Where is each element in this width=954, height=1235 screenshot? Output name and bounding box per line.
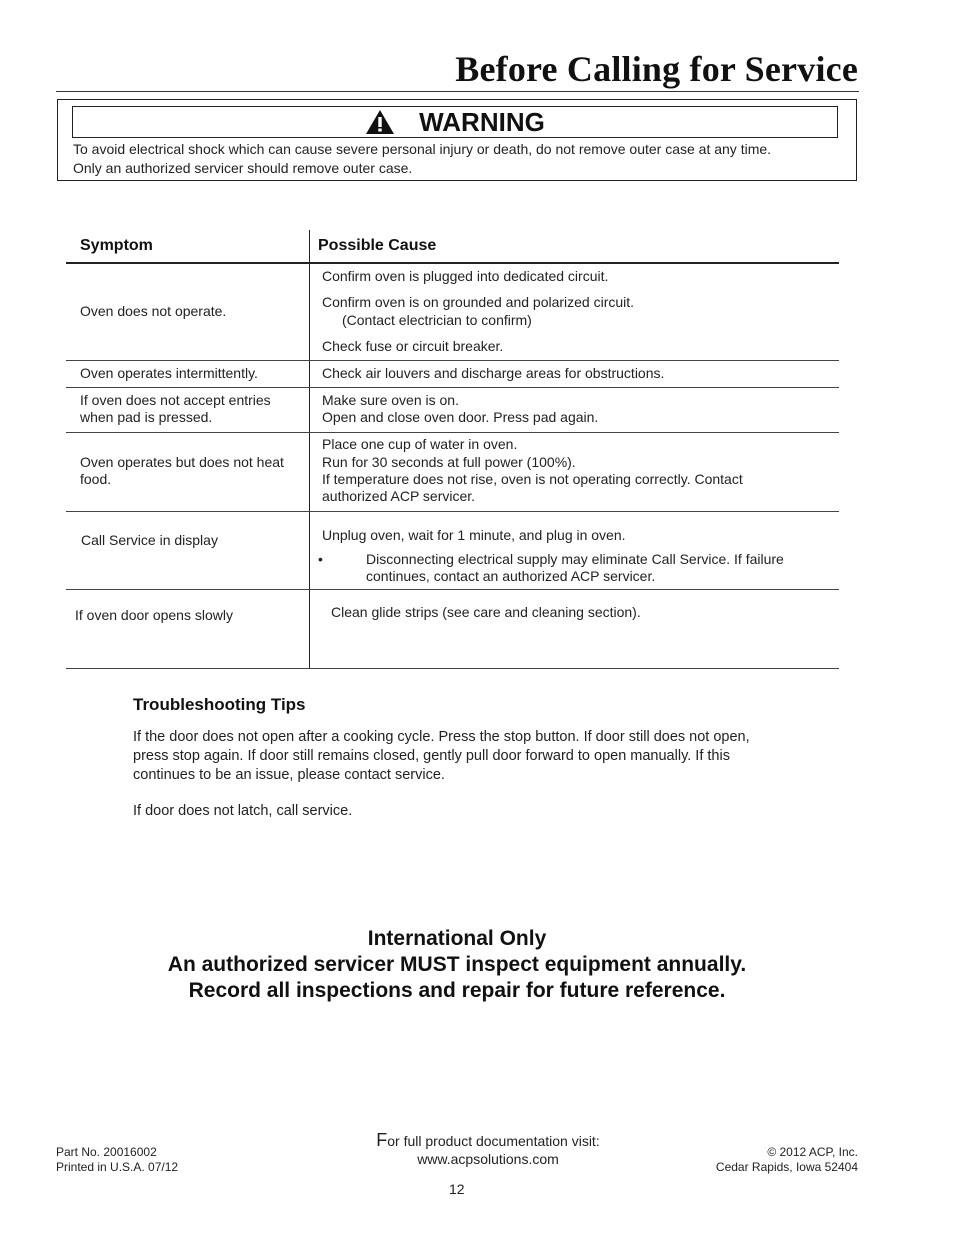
international-notice: An authorized servicer MUST inspect equipment annually. [167, 953, 747, 976]
company-address: Cedar Rapids, Iowa 52404 [715, 1160, 858, 1174]
tips-line: If the door does not open after a cooking cycle. Press the stop button. If door still does not open, [133, 729, 750, 745]
international-notice: Record all inspections and repair for future reference. [188, 979, 726, 1002]
warning-line: To avoid electrical shock which can cause severe personal injury or death, do not remove outer case at any time. [73, 141, 772, 157]
printed-date: Printed in U.S.A. 07/12 [56, 1160, 179, 1174]
row-rule [66, 511, 839, 512]
symptom-cell: food. [80, 471, 112, 487]
symptom-cell: Oven operates intermittently. [80, 365, 258, 381]
tips-line: press stop again. If door still remains closed, gently pull door forward to open manually. If this [133, 748, 730, 764]
cause-line: authorized ACP servicer. [322, 488, 476, 504]
bullet-line: continues, contact an authorized ACP servicer. [366, 568, 656, 584]
copyright: © 2012 ACP, Inc. [767, 1145, 858, 1159]
header-rule [66, 262, 839, 264]
bullet-icon: • [318, 551, 323, 567]
cause-line: If temperature does not rise, oven is not operating correctly. Contact [322, 471, 743, 487]
doc-text: or full product documentation visit: [387, 1133, 600, 1149]
row-rule [66, 589, 839, 590]
header-symptom: Symptom [80, 237, 153, 254]
footer-doc-link [346, 1131, 630, 1168]
warning-triangle-icon [365, 109, 395, 135]
cause-line: Unplug oven, wait for 1 minute, and plug in oven. [322, 527, 626, 543]
symptom-cell: If oven door opens slowly [75, 607, 233, 623]
cause-line: Open and close oven door. Press pad again. [322, 409, 599, 425]
tips-paragraph: If door does not latch, call service. [133, 803, 353, 819]
warning-title: WARNING [419, 106, 545, 137]
cause-line: Make sure oven is on. [322, 392, 459, 408]
symptom-cell: when pad is pressed. [80, 409, 213, 425]
row-rule [66, 432, 839, 433]
symptom-cell: Oven does not operate. [80, 303, 227, 319]
row-rule [66, 360, 839, 361]
symptom-cell: If oven does not accept entries [80, 392, 271, 408]
cause-line: Check air louvers and discharge areas for obstructions. [322, 365, 665, 381]
tips-line: continues to be an issue, please contact service. [133, 767, 445, 783]
row-rule [66, 387, 839, 388]
cause-line: Confirm oven is on grounded and polarized circuit. [322, 294, 635, 310]
cause-line: Clean glide strips (see care and cleaning section). [331, 604, 641, 620]
cause-line: Confirm oven is plugged into dedicated circuit. [322, 268, 609, 284]
symptom-cell: Oven operates but does not heat [80, 454, 284, 470]
footer-company-info [716, 1145, 858, 1175]
title-divider [56, 91, 859, 92]
cause-line: Check fuse or circuit breaker. [322, 338, 504, 354]
part-number: Part No. 20016002 [56, 1145, 157, 1159]
page-title: Before Calling for Service [455, 49, 858, 89]
cause-line: (Contact electrician to confirm) [342, 312, 532, 328]
table-bottom-rule [66, 668, 839, 669]
page-number: 12 [449, 1181, 465, 1197]
bullet-line: Disconnecting electrical supply may eliminate Call Service. If failure [366, 551, 784, 567]
tips-paragraph [133, 728, 750, 785]
warning-line: Only an authorized servicer should remove outer case. [73, 160, 413, 176]
international-heading: International Only [367, 927, 547, 950]
cause-line: Place one cup of water in oven. [322, 436, 518, 452]
symptom-cell: Call Service in display [81, 532, 218, 548]
column-divider [309, 230, 310, 669]
warning-text [73, 140, 771, 178]
warning-box [57, 99, 857, 181]
cause-line: Run for 30 seconds at full power (100%). [322, 454, 576, 470]
header-possible-cause: Possible Cause [318, 237, 437, 254]
website-link[interactable]: www.acpsolutions.com [417, 1151, 559, 1167]
doc-initial: F [376, 1130, 388, 1150]
warning-banner [72, 106, 838, 138]
tips-title: Troubleshooting Tips [133, 695, 306, 714]
footer-part-info [56, 1145, 178, 1175]
